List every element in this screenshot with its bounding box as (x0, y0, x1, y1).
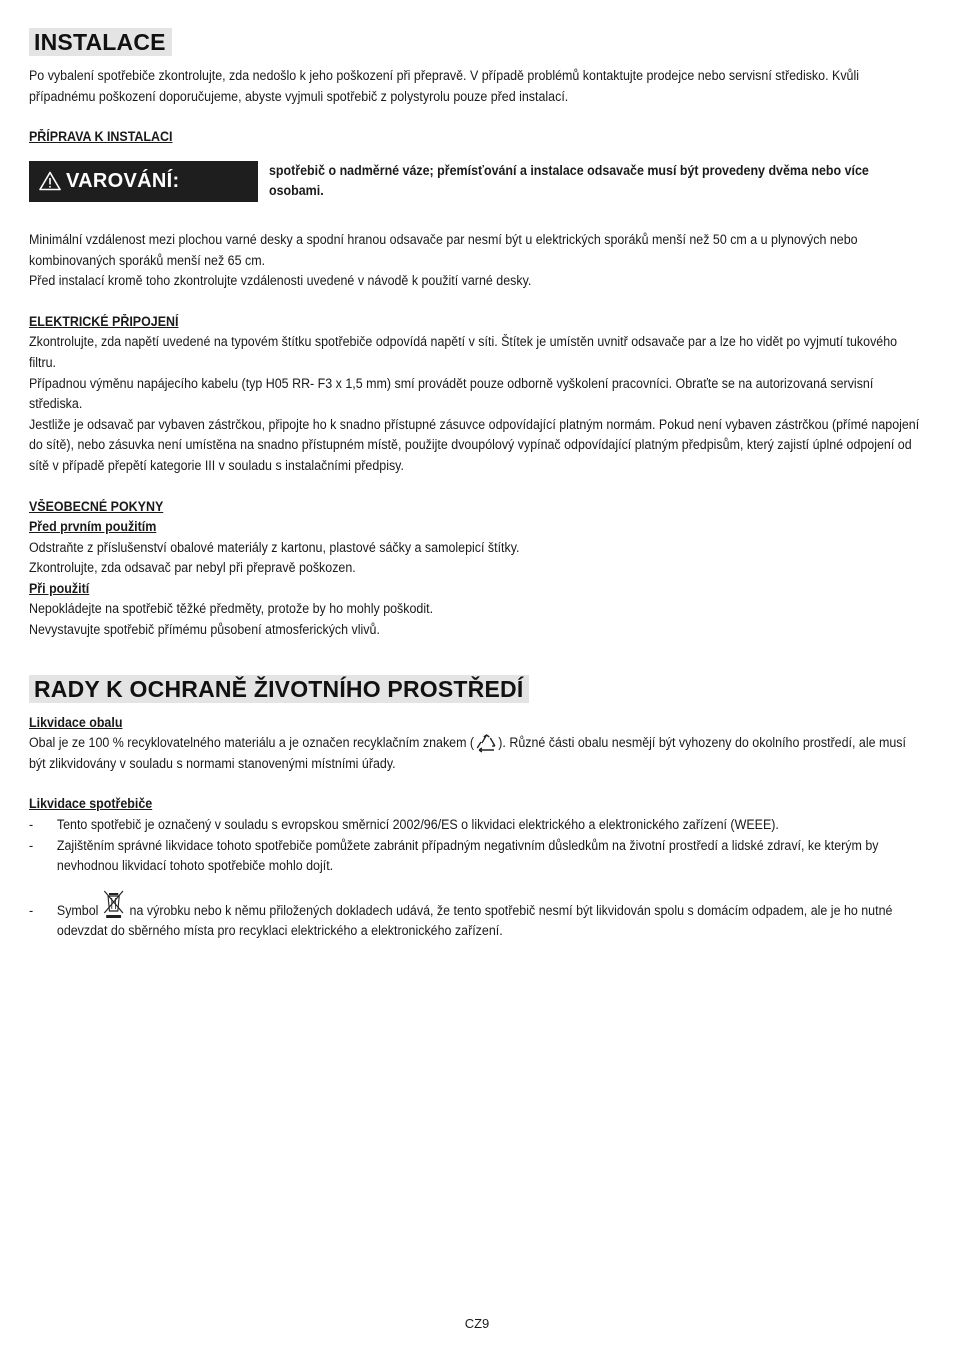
distance-text-1: Minimální vzdálenost mezi plochou varné desky a spodní hranou odsavače par nesmí být u elektrických sporáků menší než 50 cm a u plynových nebo kombinovaných sporáků menší než 65 cm. (29, 231, 858, 268)
list-item-text: Tento spotřebič je označený v souladu s evropskou směrnicí 2002/96/ES o likvidaci elektrického a elektronického zařízení (WEEE). (56, 817, 779, 833)
list-item (29, 815, 922, 836)
list-item (29, 901, 922, 942)
before-use-text-1: Odstraňte z příslušenství obalové materiály z kartonu, plastové sáčky a samolepicí štítky. (29, 539, 520, 555)
symbol-word: Symbol (56, 902, 99, 918)
page-number: CZ9 (464, 1316, 490, 1331)
packaging-heading: Likvidace obalu (29, 714, 123, 730)
warning-triangle-icon (39, 171, 61, 191)
warning-row (29, 161, 919, 202)
electrical-heading: ELEKTRICKÉ PŘIPOJENÍ (29, 313, 179, 329)
prep-heading: PŘÍPRAVA K INSTALACI (29, 129, 173, 145)
list-dash: - (29, 902, 34, 918)
warning-text: spotřebič o nadměrné váze; přemísťování a instalace odsavače musí být provedeny dvěma nebo více osobami. (269, 162, 869, 199)
before-first-use-heading: Před prvním použitím (29, 519, 157, 535)
recycle-icon (474, 734, 498, 754)
electrical-text-1: Zkontrolujte, zda napětí uvedené na typovém štítku spotřebiče odpovídá napětí v síti. Štítek je umístěn uvnitř odsavače par a lze ho vidět po vyjmutí tukového filtru. (29, 334, 898, 370)
list-item-text (57, 901, 922, 942)
crossed-bin-icon (102, 889, 126, 919)
section-title-installation: INSTALACE (29, 28, 172, 56)
list-dash: - (29, 817, 34, 833)
symbol-explanation: na výrobku nebo k němu přiložených dokladech udává, že tento spotřebič nesmí být likvidován spolu s domácím odpadem, ale je ho nutné odevzdat do sběrného místa pro recyklaci elektrického a elektronického zařízení. (56, 902, 893, 939)
list-item-text: Zajištěním správné likvidace tohoto spotřebiče pomůžete zabránit případným negativním důsledkům na životní prostředí a lidské zdraví, ke kterým by nevhodnou likvidací tohoto spotřebiče mohlo dojít. (56, 837, 879, 874)
during-use-heading: Při použití (29, 580, 90, 596)
packaging-text (29, 733, 922, 774)
list-dash: - (29, 837, 34, 853)
general-heading: VŠEOBECNÉ POKYNY (29, 498, 164, 514)
distance-text-2: Před instalací kromě toho zkontrolujte vzdálenosti uvedené v návodě k použití varné desky. (29, 273, 532, 289)
packaging-text-end: ). Různé části obalu nesmějí být vyhozeny do okolního prostředí, ale musí být zlikvidovány v souladu s normami stanovenými místními úřady. (29, 735, 906, 771)
section-title-environment: RADY K OCHRANĚ ŽIVOTNÍHO PROSTŘEDÍ (29, 675, 529, 703)
warning-badge (29, 161, 258, 202)
during-use-text-1: Nepokládejte na spotřebič těžké předměty, protože by ho mohly poškodit. (29, 601, 434, 617)
page-content (29, 28, 919, 942)
list-item (29, 836, 922, 877)
appliance-disposal-heading: Likvidace spotřebiče (29, 796, 153, 812)
during-use-text-2: Nevystavujte spotřebič přímému působení atmosferických vlivů. (29, 622, 380, 638)
electrical-text-3: Jestliže je odsavač par vybaven zástrčkou, připojte ho k snadno přístupné zásuvce odpovídající platným normám. Pokud není vybaven zástrčkou (přímé napojení do sítě), nebo zásuvka není umístěna na snadno přístupném místě, použijte dvoupólový vypínač odpovídající platným předpisům, který zajistí úplné odpojení od sítě v případě přepětí kategorie III v souladu s instalačními předpisy. (29, 416, 920, 473)
warning-label: VAROVÁNÍ: (66, 169, 180, 192)
packaging-text-start: Obal je ze 100 % recyklovatelného materiálu a je označen recyklačním znakem ( (29, 735, 475, 751)
before-use-text-2: Zkontrolujte, zda odsavač par nebyl při přepravě poškozen. (29, 560, 356, 576)
electrical-text-2: Případnou výměnu napájecího kabelu (typ H05 RR- F3 x 1,5 mm) smí provádět pouze odborně vyškolení pracovníci. Obraťte se na autorizovaná servisní střediska. (29, 375, 874, 412)
installation-intro: Po vybalení spotřebiče zkontrolujte, zda nedošlo k jeho poškození při přepravě. V případě problémů kontaktujte prodejce nebo servisní středisko. Kvůli případnému poškození doporučujeme, abyste vyjmuli spotřebič z polystyrolu pouze před instalací. (29, 68, 860, 104)
